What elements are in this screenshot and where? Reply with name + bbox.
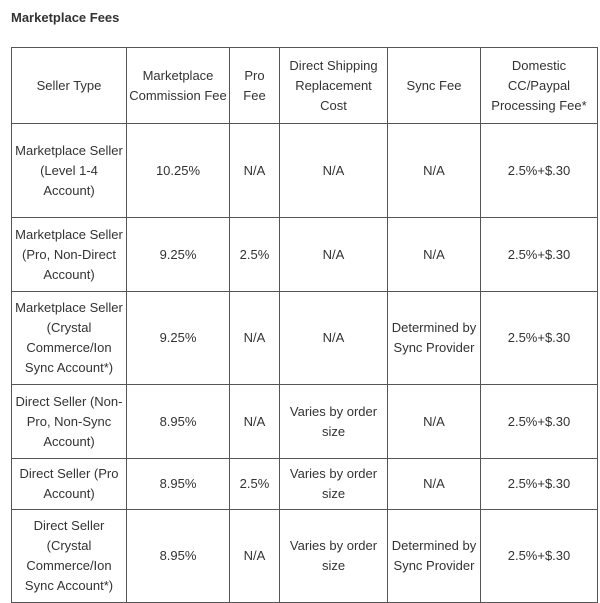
header-pro-fee: Pro Fee: [230, 48, 280, 124]
cell-pro-fee: N/A: [230, 510, 280, 603]
header-sync-fee: Sync Fee: [388, 48, 481, 124]
cell-sync-fee: N/A: [388, 459, 481, 510]
cell-processing: 2.5%+$.30: [481, 124, 598, 218]
cell-commission: 8.95%: [127, 510, 230, 603]
fees-table: [11, 47, 598, 603]
cell-pro-fee: N/A: [230, 292, 280, 385]
cell-sync-fee: N/A: [388, 124, 481, 218]
cell-pro-fee: N/A: [230, 124, 280, 218]
cell-processing: 2.5%+$.30: [481, 218, 598, 292]
cell-direct-shipping-link[interactable]: Varies by order size: [280, 510, 388, 603]
cell-seller-type: Direct Seller (Pro Account): [12, 459, 127, 510]
cell-seller-type: Marketplace Seller (Level 1-4 Account): [12, 124, 127, 218]
cell-direct-shipping: N/A: [280, 218, 388, 292]
table-row: [12, 385, 598, 459]
header-commission-fee: Marketplace Commission Fee: [127, 48, 230, 124]
cell-sync-fee: N/A: [388, 385, 481, 459]
cell-pro-fee: 2.5%: [230, 459, 280, 510]
cell-direct-shipping-link[interactable]: Varies by order size: [280, 459, 388, 510]
cell-processing: 2.5%+$.30: [481, 385, 598, 459]
cell-seller-type: Marketplace Seller (Pro, Non-Direct Account): [12, 218, 127, 292]
cell-pro-fee: 2.5%: [230, 218, 280, 292]
table-row: [12, 459, 598, 510]
cell-seller-type: Direct Seller (Non-Pro, Non-Sync Account): [12, 385, 127, 459]
header-processing-fee: Domestic CC/Paypal Processing Fee*: [481, 48, 598, 124]
header-seller-type: Seller Type: [12, 48, 127, 124]
cell-processing: 2.5%+$.30: [481, 510, 598, 603]
cell-direct-shipping: N/A: [280, 292, 388, 385]
table-row: [12, 292, 598, 385]
cell-processing: 2.5%+$.30: [481, 459, 598, 510]
cell-sync-fee: Determined by Sync Provider: [388, 292, 481, 385]
cell-sync-fee: Determined by Sync Provider: [388, 510, 481, 603]
cell-seller-type: Marketplace Seller (Crystal Commerce/Ion Sync Account*): [12, 292, 127, 385]
cell-commission: 9.25%: [127, 218, 230, 292]
cell-direct-shipping: N/A: [280, 124, 388, 218]
cell-seller-type: Direct Seller (Crystal Commerce/Ion Sync Account*): [12, 510, 127, 603]
table-row: [12, 218, 598, 292]
cell-commission: 8.95%: [127, 385, 230, 459]
cell-commission: 8.95%: [127, 459, 230, 510]
table-row: [12, 124, 598, 218]
cell-commission: 9.25%: [127, 292, 230, 385]
cell-sync-fee: N/A: [388, 218, 481, 292]
table-header-row: [12, 48, 598, 124]
cell-pro-fee: N/A: [230, 385, 280, 459]
cell-commission: 10.25%: [127, 124, 230, 218]
header-direct-shipping-link[interactable]: Direct Shipping Replacement Cost: [280, 48, 388, 124]
cell-direct-shipping-link[interactable]: Varies by order size: [280, 385, 388, 459]
cell-processing: 2.5%+$.30: [481, 292, 598, 385]
page-title: Marketplace Fees: [11, 10, 120, 25]
table-row: [12, 510, 598, 603]
